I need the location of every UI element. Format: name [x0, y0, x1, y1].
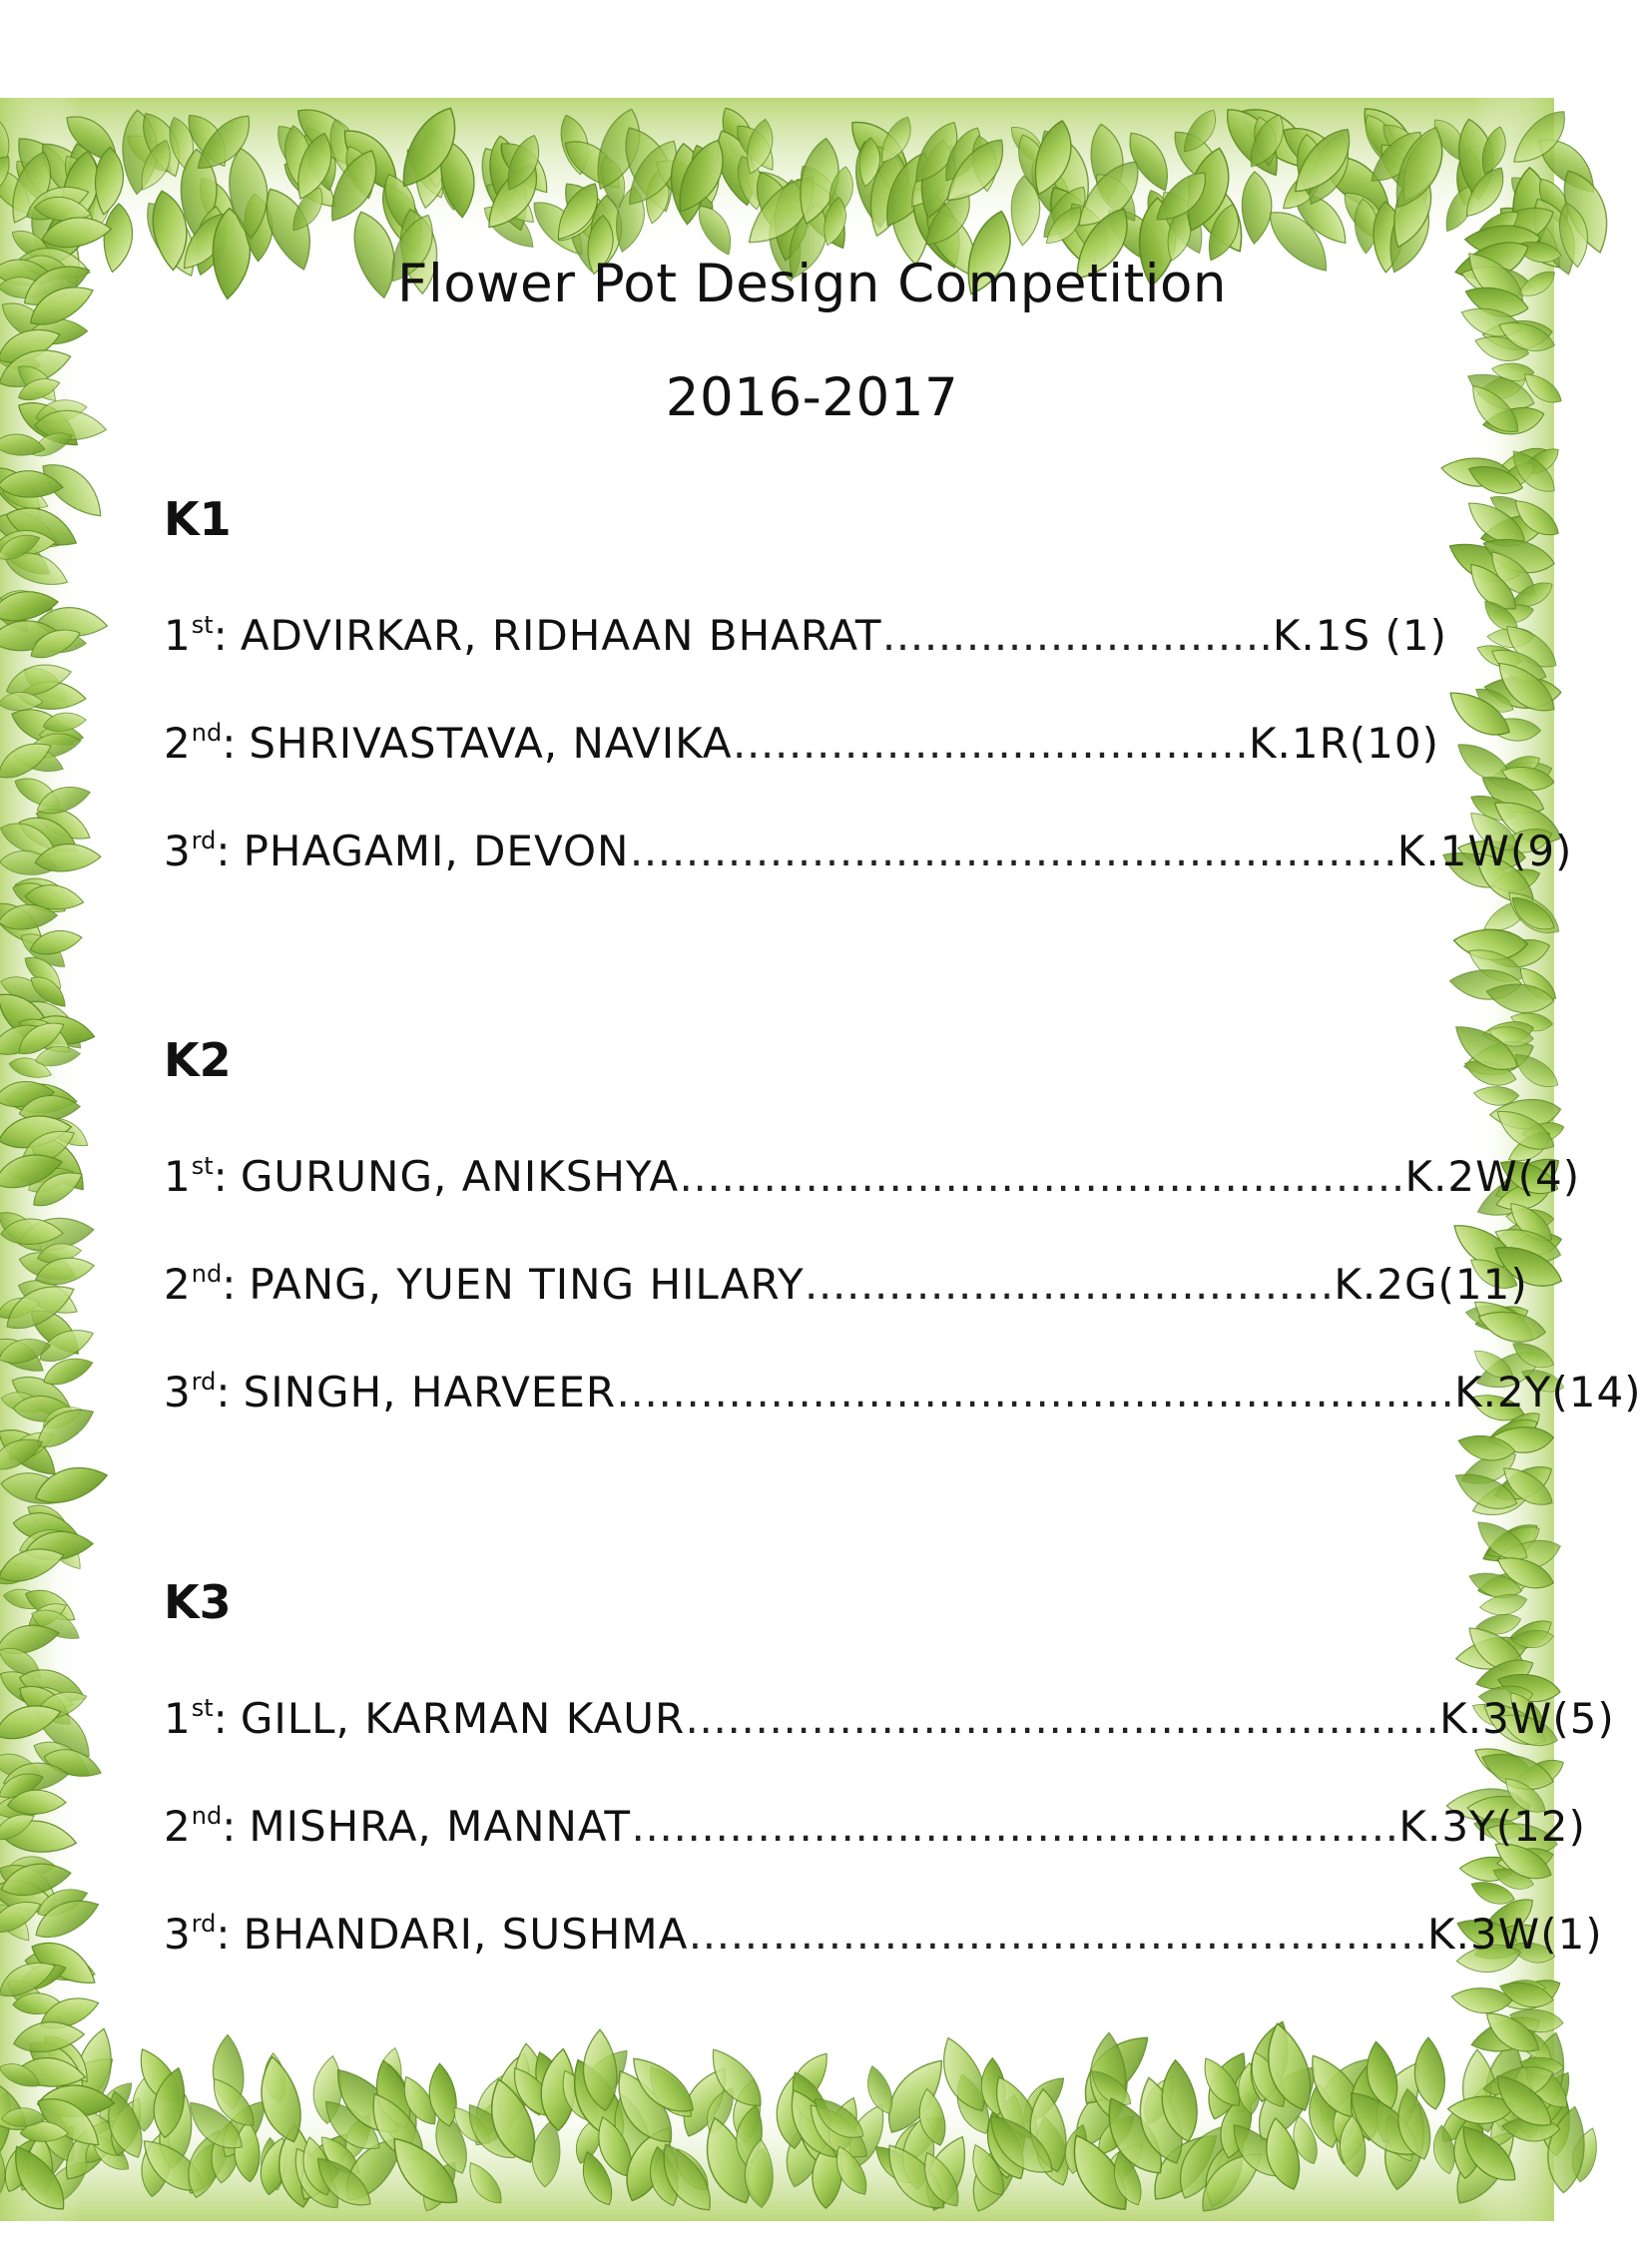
student-name: SINGH, HARVEER [243, 1368, 617, 1417]
page-title: Flower Pot Design Competition [396, 254, 1228, 314]
colon: : [213, 1694, 229, 1743]
section-heading: K1 [164, 492, 232, 546]
winner-entry [164, 1898, 1603, 1959]
student-name: PHAGAMI, DEVON [243, 827, 630, 875]
competition-year: 2016-2017 [665, 367, 959, 428]
student-name: SHRIVASTAVA, NAVIKA [249, 719, 733, 768]
winner-entry [164, 707, 1439, 768]
colon: : [216, 1910, 232, 1959]
winner-entry [164, 1248, 1528, 1309]
class-code: K.3W(1) [1427, 1910, 1603, 1959]
place-label: 3rd [164, 1910, 217, 1959]
place-label: 1st [164, 611, 214, 660]
section-heading: K3 [164, 1575, 232, 1629]
class-code: K.1S (1) [1272, 611, 1447, 660]
class-code: K.2Y(14) [1454, 1368, 1642, 1417]
section-heading: K2 [164, 1033, 232, 1087]
dot-leader: ……………….……………… [732, 719, 1249, 768]
dot-leader: ………………………………………….…. [688, 1910, 1428, 1959]
dot-leader: ……………………………………….……… [629, 827, 1397, 875]
place-label: 3rd [164, 1368, 217, 1417]
dot-leader: ………………………. [881, 611, 1273, 660]
dot-leader: ……………………………………………… [685, 1694, 1440, 1743]
colon: : [216, 827, 232, 875]
place-label: 1st [164, 1694, 214, 1743]
dot-leader: …………………………………….……… [679, 1152, 1405, 1201]
class-code: K.1W(9) [1396, 827, 1573, 875]
colon: : [213, 611, 229, 660]
winner-entry [164, 1790, 1586, 1851]
student-name: MISHRA, MANNAT [249, 1802, 632, 1851]
section-k1 [164, 491, 1573, 875]
class-code: K.3W(5) [1439, 1694, 1615, 1743]
place-label: 2nd [164, 1802, 223, 1851]
place-label: 3rd [164, 827, 217, 875]
dot-leader: …………………….….……… [804, 1260, 1335, 1309]
colon: : [222, 1260, 238, 1309]
place-label: 2nd [164, 719, 223, 768]
dot-leader: …………………………………………….… [631, 1802, 1399, 1851]
class-code: K.3Y(12) [1398, 1802, 1586, 1851]
class-code: K.1R(10) [1248, 719, 1439, 768]
colon: : [213, 1152, 229, 1201]
section-k3 [164, 1574, 1615, 1959]
winner-entry [164, 1682, 1615, 1743]
student-name: BHANDARI, SUSHMA [243, 1910, 689, 1959]
winner-entry [164, 599, 1447, 660]
student-name: PANG, YUEN TING HILARY [249, 1260, 805, 1309]
section-k2 [164, 1032, 1642, 1417]
student-name: GURUNG, ANIKSHYA [240, 1152, 680, 1201]
winner-entry [164, 815, 1573, 875]
place-label: 1st [164, 1152, 214, 1201]
place-label: 2nd [164, 1260, 223, 1309]
colon: : [216, 1368, 232, 1417]
winner-entry [164, 1140, 1581, 1201]
student-name: GILL, KARMAN KAUR [240, 1694, 686, 1743]
dot-leader: …………………………………………………… [616, 1368, 1455, 1417]
class-code: K.2G(11) [1334, 1260, 1528, 1309]
colon: : [222, 719, 238, 768]
class-code: K.2W(4) [1404, 1152, 1581, 1201]
winner-entry [164, 1356, 1642, 1417]
colon: : [222, 1802, 238, 1851]
student-name: ADVIRKAR, RIDHAAN BHARAT [240, 611, 882, 660]
